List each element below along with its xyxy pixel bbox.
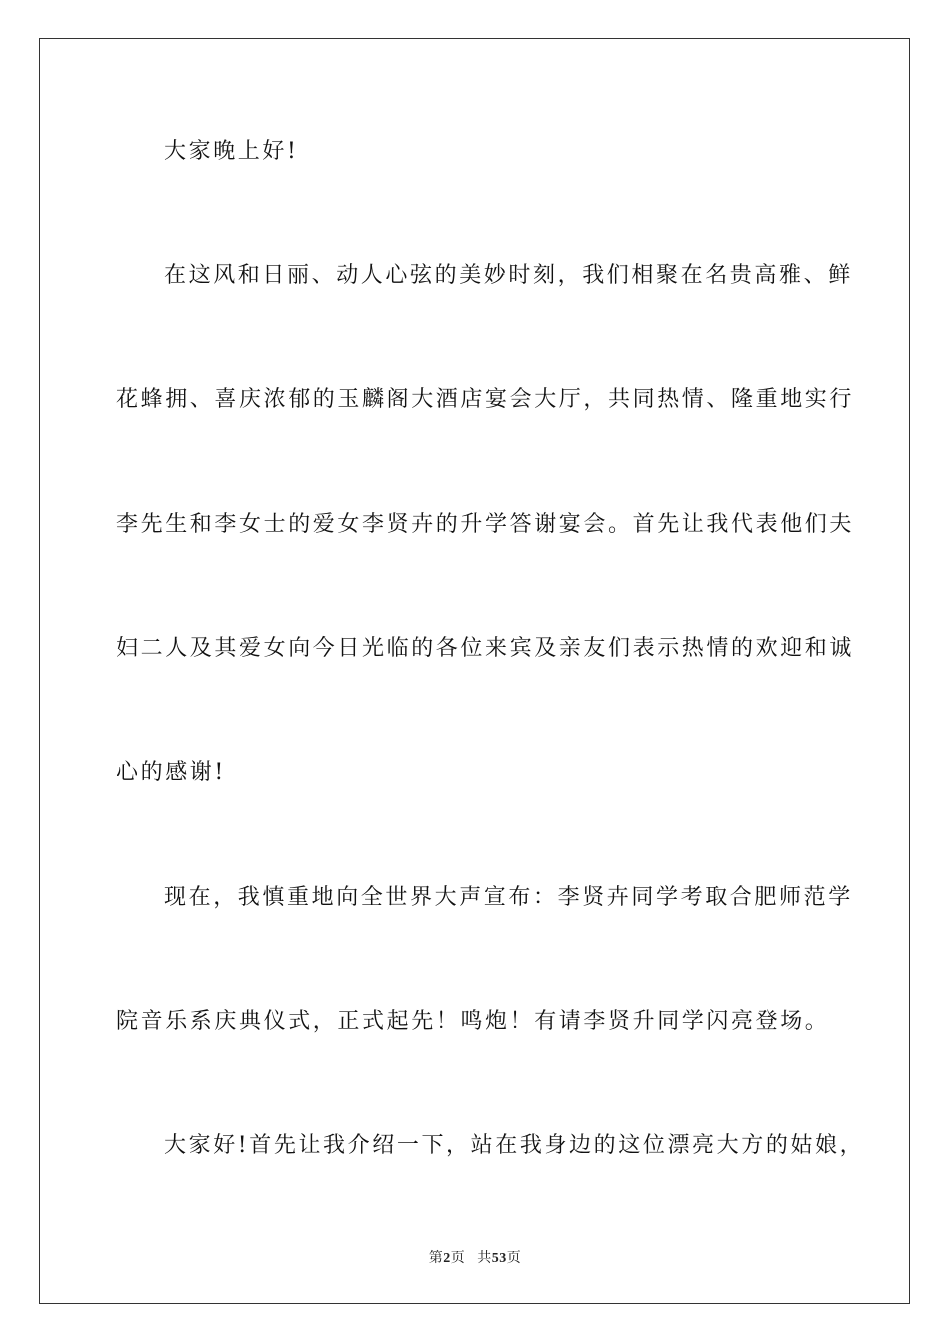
paragraph-line: 花蜂拥、喜庆浓郁的玉麟阁大酒店宴会大厅，共同热情、隆重地实行 xyxy=(116,387,855,412)
page-prefix: 第 xyxy=(428,1250,444,1266)
paragraph-line: 现在，我慎重地向全世界大声宣布：李贤卉同学考取合肥师范学 xyxy=(164,885,853,910)
page-suffix: 页 xyxy=(450,1250,466,1266)
paragraph-line: 在这风和日丽、动人心弦的美妙时刻，我们相聚在名贵高雅、鲜 xyxy=(164,263,853,288)
page-number: 2 xyxy=(443,1251,451,1266)
paragraph-line: 心的感谢! xyxy=(116,760,226,785)
paragraph-greeting: 大家晚上好! xyxy=(164,139,299,164)
paragraph-line: 李先生和李女士的爱女李贤卉的升学答谢宴会。首先让我代表他们夫 xyxy=(116,512,855,537)
paragraph-line: 妇二人及其爱女向今日光临的各位来宾及亲友们表示热情的欢迎和诚 xyxy=(116,636,855,661)
paragraph-line: 院音乐系庆典仪式，正式起先！鸣炮！有请李贤升同学闪亮登场。 xyxy=(116,1009,830,1034)
page-footer xyxy=(0,1249,950,1268)
total-prefix: 共 xyxy=(477,1250,492,1266)
paragraph-line: 大家好!首先让我介绍一下，站在我身边的这位漂亮大方的姑娘， xyxy=(164,1133,865,1158)
page-border xyxy=(39,38,910,1304)
total-suffix: 页 xyxy=(506,1250,522,1266)
total-pages: 53 xyxy=(491,1251,507,1266)
